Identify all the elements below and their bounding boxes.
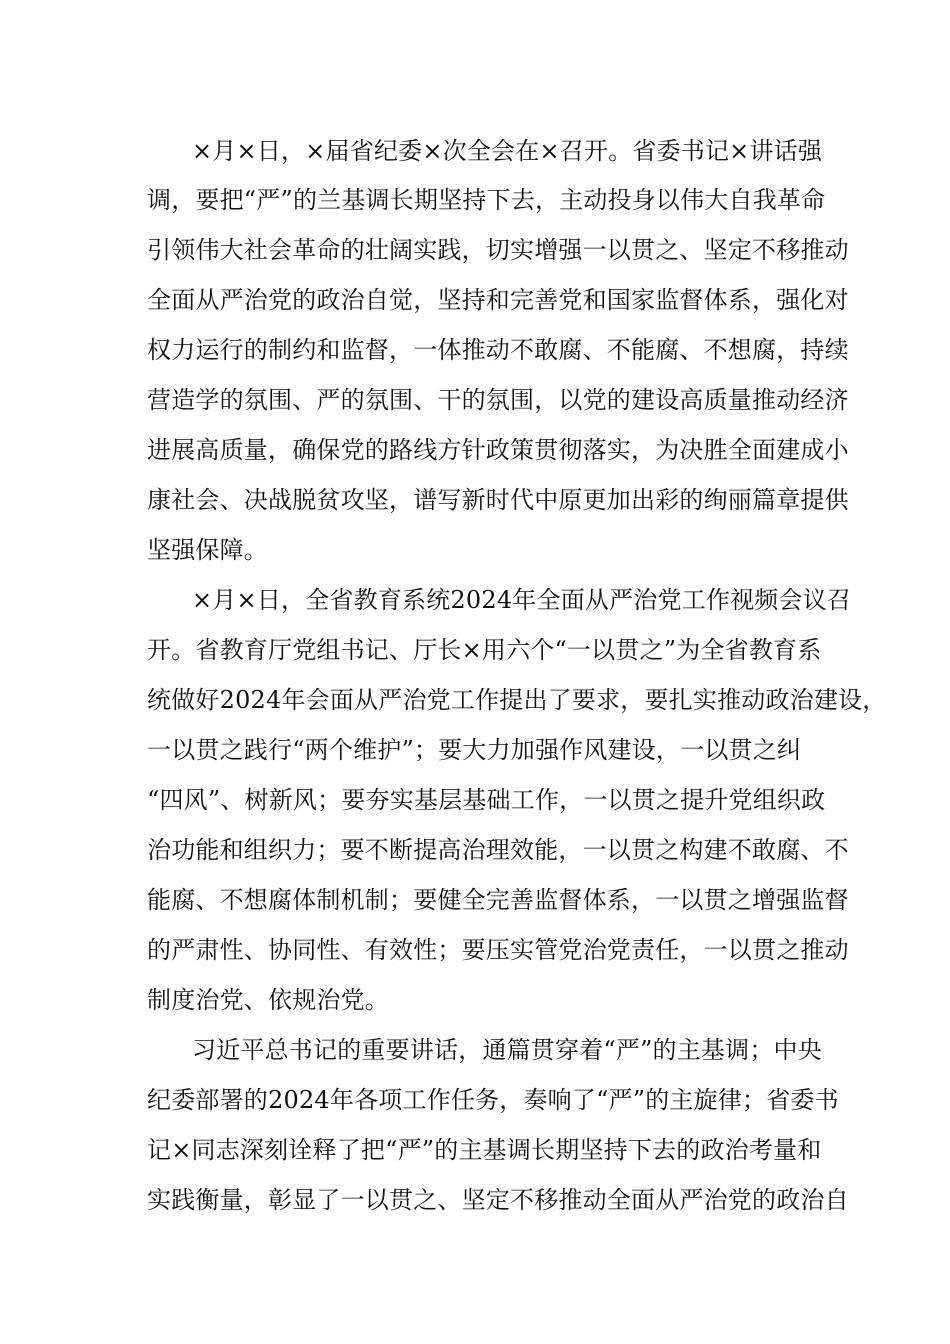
text-line: 的严肃性、协同性、有效性；要压实管党治党责任，一以贯之推动 [147,936,849,964]
text-line: 制度治党、依规治党。 [147,986,389,1014]
text-line: 调，要把“严”的兰基调长期坚持下去，主动投身以伟大自我革命 [147,186,826,214]
text-line: ×月×日，全省教育系统2024年全面从严治党工作视频会议召 [192,586,852,614]
text-line: 能腐、不想腐体制机制；要健全完善监督体系，一以贯之增强监督 [147,886,849,914]
text-line: 一以贯之践行“两个维护”；要大力加强作风建设，一以贯之纠 [147,736,802,764]
text-line: 实践衡量，彰显了一以贯之、坚定不移推动全面从严治党的政治自 [147,1186,849,1214]
text-line: 统做好2024年会面从严治党工作提出了要求，要扎实推动政治建设， [147,686,887,714]
text-line: “四风”、树新风；要夯实基层基础工作，一以贯之提升党组织政 [147,786,826,814]
text-line: 习近平总书记的重要讲话，通篇贯穿着“严”的主基调；中央 [192,1036,822,1064]
text-line: 进展高质量，确保党的路线方针政策贯彻落实，为决胜全面建成小 [147,436,849,464]
text-line: 记×同志深刻诠释了把“严”的主基调长期坚持下去的政治考量和 [147,1136,822,1164]
text-line: ×月×日，×届省纪委×次全会在×召开。省委书记×讲话强 [192,137,823,165]
text-line: 坚强保障。 [147,536,268,564]
text-line: 营造学的氛围、严的氛围、干的氛围，以党的建设高质量推动经济 [147,386,849,414]
text-line: 治功能和组织力；要不断提高治理效能，一以贯之构建不敢腐、不 [147,836,849,864]
text-line: 全面从严治党的政治自觉，坚持和完善党和国家监督体系，强化对 [147,286,849,314]
text-line: 纪委部署的2024年各项工作任务，奏响了“严”的主旋律；省委书 [147,1086,839,1114]
text-line: 康社会、决战脱贫攻坚，谱写新时代中原更加出彩的绚丽篇章提供 [147,486,849,514]
text-line: 引领伟大社会革命的壮阔实践，切实增强一以贯之、坚定不移推动 [147,236,849,264]
text-line: 开。省教育厅党组书记、厅长×用六个“一以贯之”为全省教育系 [147,636,822,664]
text-line: 权力运行的制约和监督，一体推动不敢腐、不能腐、不想腐，持续 [147,336,849,364]
